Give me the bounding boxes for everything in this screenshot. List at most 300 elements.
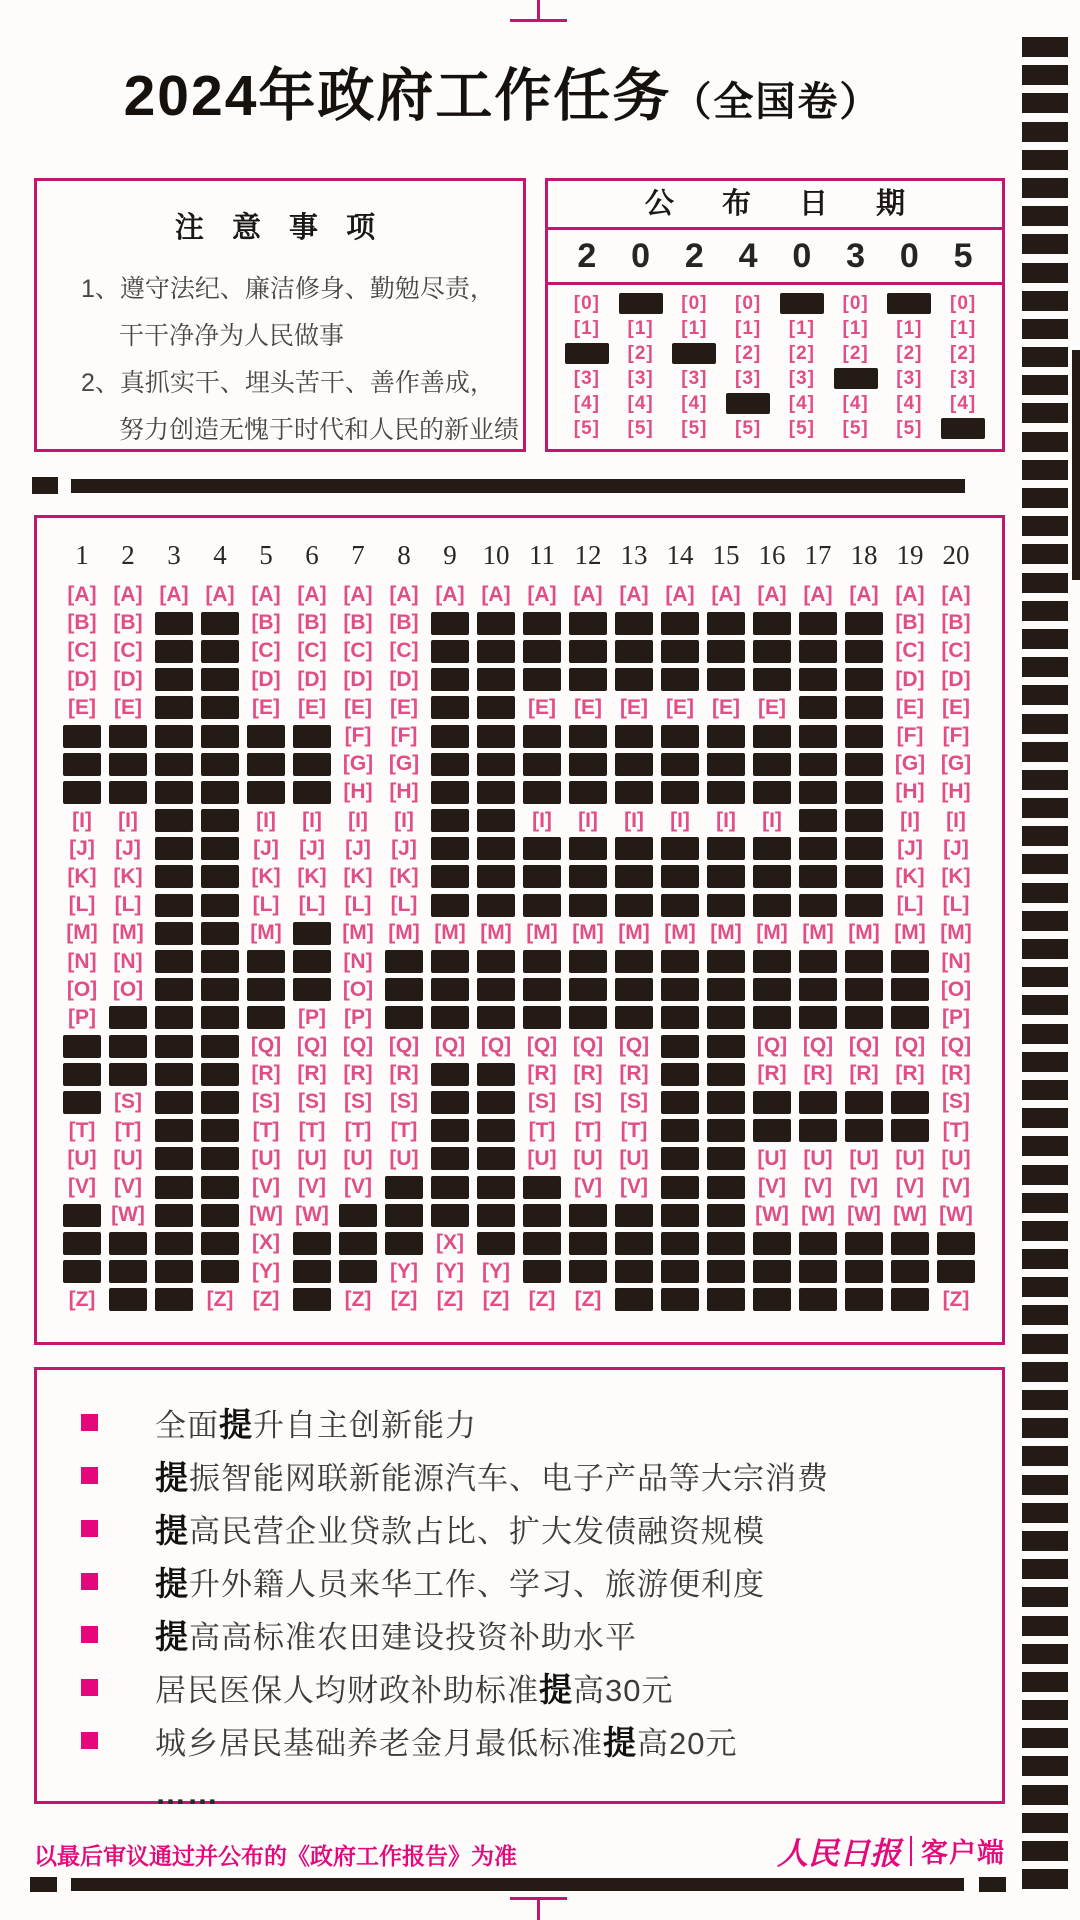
answer-cell bbox=[151, 1006, 197, 1029]
answer-cell bbox=[795, 1091, 841, 1114]
bubble-label: [C] bbox=[389, 639, 419, 663]
bubble-label: [N] bbox=[67, 949, 97, 973]
answer-cell bbox=[243, 1090, 289, 1114]
answer-cell bbox=[519, 1232, 565, 1255]
answer-cell bbox=[335, 1204, 381, 1227]
filled-mark bbox=[891, 1091, 929, 1114]
bubble-label: [R] bbox=[251, 1062, 281, 1086]
date-bubble: [4] bbox=[681, 392, 708, 414]
bubble-label: [Z] bbox=[482, 1287, 510, 1311]
filled-mark bbox=[523, 781, 561, 804]
answer-cell bbox=[381, 668, 427, 692]
answer-row-A bbox=[59, 581, 1002, 609]
filled-mark bbox=[63, 781, 101, 804]
bubble-label: [Y] bbox=[390, 1259, 418, 1283]
date-bubble: [2] bbox=[735, 342, 762, 364]
answer-cell bbox=[151, 1288, 197, 1311]
answer-cell bbox=[887, 1175, 933, 1199]
answer-cell bbox=[381, 893, 427, 917]
filled-mark bbox=[477, 640, 515, 663]
filled-mark bbox=[477, 1204, 515, 1227]
answer-cell bbox=[105, 1090, 151, 1114]
bubble-label: [Q] bbox=[342, 1034, 374, 1058]
answer-cell bbox=[887, 837, 933, 861]
answer-cell bbox=[749, 1091, 795, 1114]
answer-cell bbox=[841, 725, 887, 748]
bubble-label: [V] bbox=[298, 1175, 326, 1199]
filled-mark bbox=[707, 1091, 745, 1114]
peoples-daily-logo bbox=[777, 1828, 1005, 1873]
answer-cell bbox=[519, 1147, 565, 1171]
bubble-label: [W] bbox=[801, 1203, 835, 1227]
answer-cell bbox=[933, 611, 979, 635]
column-header: 18 bbox=[850, 540, 878, 570]
answer-cell bbox=[703, 837, 749, 860]
answer-cell bbox=[611, 1034, 657, 1058]
answer-cell bbox=[105, 1175, 151, 1199]
timing-mark bbox=[1022, 967, 1068, 987]
answer-cell bbox=[611, 1232, 657, 1255]
bubble-label: [A] bbox=[895, 583, 925, 607]
filled-mark bbox=[385, 950, 423, 973]
column-header: 20 bbox=[942, 540, 970, 570]
answer-cell bbox=[657, 1091, 703, 1114]
answer-cell bbox=[335, 1232, 381, 1255]
filled-mark bbox=[431, 1176, 469, 1199]
timing-mark bbox=[1022, 573, 1068, 593]
column-header: 5 bbox=[259, 540, 273, 570]
filled-mark bbox=[155, 894, 193, 917]
answer-cell bbox=[381, 865, 427, 889]
answer-cell bbox=[59, 809, 105, 833]
bubble-label: [Y] bbox=[436, 1259, 464, 1283]
filled-mark bbox=[569, 640, 607, 663]
bubble-label: [J] bbox=[115, 836, 141, 860]
date-bubble: [5] bbox=[735, 417, 762, 439]
answer-cell bbox=[427, 612, 473, 635]
filled-mark bbox=[247, 753, 285, 776]
column-header: 11 bbox=[529, 540, 555, 570]
bubble-label: [C] bbox=[343, 639, 373, 663]
answer-cell bbox=[887, 865, 933, 889]
filled-mark bbox=[155, 809, 193, 832]
bubble-label: [Q] bbox=[388, 1034, 420, 1058]
bubble-label: [T] bbox=[298, 1118, 326, 1142]
answer-cell bbox=[841, 781, 887, 804]
bubble-label: [N] bbox=[941, 949, 971, 973]
answer-cell bbox=[933, 865, 979, 889]
answer-cell bbox=[565, 668, 611, 691]
timing-mark bbox=[1022, 657, 1068, 677]
date-filled-mark bbox=[672, 343, 716, 364]
bubble-label: [E] bbox=[68, 695, 96, 719]
answer-cell bbox=[335, 1062, 381, 1086]
filled-mark bbox=[615, 612, 653, 635]
timing-mark bbox=[1022, 854, 1068, 874]
answer-cell bbox=[335, 583, 381, 607]
answer-cell bbox=[887, 639, 933, 663]
filled-mark bbox=[615, 1288, 653, 1311]
bubble-label: [Z] bbox=[436, 1287, 464, 1311]
task-bullet bbox=[81, 1414, 98, 1431]
filled-mark bbox=[707, 1232, 745, 1255]
answer-cell bbox=[703, 950, 749, 973]
answer-cell bbox=[289, 1034, 335, 1058]
bubble-label: [E] bbox=[574, 695, 602, 719]
answer-cell bbox=[335, 696, 381, 720]
answer-cell bbox=[749, 1260, 795, 1283]
answer-cell bbox=[243, 1119, 289, 1143]
timing-mark bbox=[1022, 1672, 1068, 1692]
footer-bar-right-square bbox=[979, 1877, 1006, 1892]
answer-cell bbox=[335, 950, 381, 974]
date-filled-mark bbox=[726, 393, 770, 414]
answer-grid-box bbox=[34, 515, 1005, 1345]
bubble-label: [I] bbox=[302, 808, 322, 832]
answer-cell bbox=[795, 781, 841, 804]
date-bubble: [1] bbox=[573, 317, 600, 339]
answer-cell bbox=[887, 1147, 933, 1171]
timing-mark bbox=[1022, 1587, 1068, 1607]
date-bubble: [3] bbox=[896, 367, 923, 389]
answer-cell bbox=[427, 696, 473, 719]
answer-cell bbox=[519, 1006, 565, 1029]
answer-cell bbox=[933, 921, 979, 945]
answer-cell bbox=[703, 1147, 749, 1170]
bubble-label: [A] bbox=[343, 583, 373, 607]
answer-cell bbox=[473, 894, 519, 917]
task-bullet bbox=[81, 1573, 98, 1590]
answer-cell bbox=[611, 612, 657, 635]
answer-cell bbox=[841, 1260, 887, 1283]
filled-mark bbox=[155, 696, 193, 719]
bubble-label: [M] bbox=[572, 921, 604, 945]
bubble-label: [K] bbox=[941, 864, 971, 888]
bubble-label: [A] bbox=[481, 583, 511, 607]
answer-cell bbox=[197, 837, 243, 860]
column-header: 12 bbox=[574, 540, 602, 570]
answer-cell bbox=[151, 1204, 197, 1227]
filled-mark bbox=[615, 1204, 653, 1227]
bubble-label: [M] bbox=[342, 921, 374, 945]
answer-cell bbox=[887, 1288, 933, 1311]
bubble-label: [J] bbox=[253, 836, 279, 860]
timing-mark bbox=[1022, 1559, 1068, 1579]
bubble-label: [Z] bbox=[942, 1287, 970, 1311]
answer-cell bbox=[427, 1288, 473, 1312]
timing-mark bbox=[1022, 1644, 1068, 1664]
answer-cell bbox=[795, 1119, 841, 1142]
logo-client-text: 客户端 bbox=[921, 1838, 1005, 1868]
answer-cell bbox=[151, 640, 197, 663]
answer-cell bbox=[381, 1260, 427, 1284]
bubble-label: [W] bbox=[111, 1203, 145, 1227]
timing-mark bbox=[1022, 1616, 1068, 1636]
filled-mark bbox=[845, 668, 883, 691]
answer-cell bbox=[197, 978, 243, 1001]
answer-cell bbox=[933, 668, 979, 692]
answer-cell bbox=[565, 612, 611, 635]
filled-mark bbox=[569, 1204, 607, 1227]
bubble-label: [E] bbox=[942, 695, 970, 719]
filled-mark bbox=[707, 950, 745, 973]
filled-mark bbox=[799, 640, 837, 663]
answer-cell bbox=[703, 809, 749, 833]
filled-mark bbox=[155, 1232, 193, 1255]
filled-mark bbox=[431, 1204, 469, 1227]
answer-cell bbox=[887, 780, 933, 804]
answer-cell bbox=[887, 1091, 933, 1114]
answer-cell bbox=[703, 1119, 749, 1142]
answer-cell bbox=[197, 1288, 243, 1312]
filled-mark bbox=[431, 809, 469, 832]
answer-cell bbox=[289, 696, 335, 720]
filled-mark bbox=[201, 837, 239, 860]
filled-mark bbox=[63, 1063, 101, 1086]
bubble-label: [Z] bbox=[390, 1287, 418, 1311]
filled-mark bbox=[201, 1260, 239, 1283]
filled-mark bbox=[293, 1232, 331, 1255]
answer-cell bbox=[473, 640, 519, 663]
bubble-label: [B] bbox=[67, 611, 97, 635]
answer-cell bbox=[795, 1006, 841, 1029]
bubble-label: [Z] bbox=[528, 1287, 556, 1311]
filled-mark bbox=[155, 1288, 193, 1311]
filled-mark bbox=[845, 1091, 883, 1114]
bubble-label: [R] bbox=[803, 1062, 833, 1086]
answer-cell bbox=[519, 1260, 565, 1283]
answer-cell bbox=[933, 1232, 979, 1255]
filled-mark bbox=[63, 1091, 101, 1114]
answer-cell bbox=[657, 865, 703, 888]
answer-cell bbox=[611, 1006, 657, 1029]
date-bubble: [3] bbox=[627, 367, 654, 389]
answer-cell bbox=[105, 1006, 151, 1029]
filled-mark bbox=[707, 1063, 745, 1086]
filled-mark bbox=[201, 781, 239, 804]
answer-cell bbox=[59, 950, 105, 974]
bubble-label: [A] bbox=[941, 583, 971, 607]
page-title bbox=[0, 50, 1005, 148]
answer-cell bbox=[519, 950, 565, 973]
bubble-label: [J] bbox=[69, 836, 95, 860]
answer-cell bbox=[933, 978, 979, 1002]
filled-mark bbox=[615, 978, 653, 1001]
answer-cell bbox=[795, 725, 841, 748]
filled-mark bbox=[477, 950, 515, 973]
filled-mark bbox=[293, 922, 331, 945]
timing-mark bbox=[1022, 1249, 1068, 1269]
bubble-label: [B] bbox=[343, 611, 373, 635]
answer-cell bbox=[381, 950, 427, 973]
answer-cell bbox=[427, 725, 473, 748]
answer-cell bbox=[749, 837, 795, 860]
answer-cell bbox=[473, 725, 519, 748]
answer-cell bbox=[105, 611, 151, 635]
filled-mark bbox=[477, 781, 515, 804]
filled-mark bbox=[937, 1232, 975, 1255]
answer-cell bbox=[749, 725, 795, 748]
date-bubble: [1] bbox=[896, 317, 923, 339]
answer-cell bbox=[933, 893, 979, 917]
answer-cell bbox=[933, 1288, 979, 1312]
answer-cell bbox=[657, 1063, 703, 1086]
answer-cell bbox=[335, 1175, 381, 1199]
bubble-label: [M] bbox=[894, 921, 926, 945]
answer-cell bbox=[289, 753, 335, 776]
filled-mark bbox=[109, 1260, 147, 1283]
answer-cell bbox=[289, 865, 335, 889]
bubble-label: [E] bbox=[528, 695, 556, 719]
filled-mark bbox=[799, 1119, 837, 1142]
answer-cell bbox=[473, 612, 519, 635]
filled-mark bbox=[799, 894, 837, 917]
answer-cell bbox=[243, 781, 289, 804]
date-filled-mark bbox=[887, 293, 931, 314]
answer-cell bbox=[933, 696, 979, 720]
answer-cell bbox=[795, 612, 841, 635]
bubble-label: [I] bbox=[532, 808, 552, 832]
filled-mark bbox=[109, 1006, 147, 1029]
bubble-label: [M] bbox=[710, 921, 742, 945]
answer-cell bbox=[841, 978, 887, 1001]
answer-cell bbox=[841, 1232, 887, 1255]
task-bold-char: 提 bbox=[539, 1671, 573, 1708]
timing-mark bbox=[1022, 1193, 1068, 1213]
date-digit: 0 bbox=[792, 236, 812, 275]
bubble-label: [A] bbox=[435, 583, 465, 607]
answer-cell bbox=[657, 894, 703, 917]
filled-mark bbox=[201, 950, 239, 973]
answer-cell bbox=[657, 1232, 703, 1255]
filled-mark bbox=[615, 640, 653, 663]
answer-cell bbox=[565, 894, 611, 917]
bubble-label: [A] bbox=[205, 583, 235, 607]
filled-mark bbox=[293, 1260, 331, 1283]
date-bubble: [5] bbox=[842, 417, 869, 439]
answer-cell bbox=[335, 865, 381, 889]
filled-mark bbox=[431, 950, 469, 973]
bubble-label: [O] bbox=[940, 977, 972, 1001]
filled-mark bbox=[661, 781, 699, 804]
answer-cell bbox=[381, 1090, 427, 1114]
answer-cell bbox=[289, 611, 335, 635]
filled-mark bbox=[799, 1091, 837, 1114]
filled-mark bbox=[799, 1006, 837, 1029]
filled-mark bbox=[753, 612, 791, 635]
bubble-label: [Q] bbox=[526, 1034, 558, 1058]
timing-mark bbox=[1022, 206, 1068, 226]
answer-cell bbox=[703, 1035, 749, 1058]
answer-cell bbox=[289, 950, 335, 973]
answer-cell bbox=[519, 1090, 565, 1114]
filled-mark bbox=[707, 1288, 745, 1311]
answer-cell bbox=[887, 893, 933, 917]
filled-mark bbox=[707, 668, 745, 691]
answer-cell bbox=[657, 1035, 703, 1058]
answer-cell bbox=[243, 668, 289, 692]
filled-mark bbox=[201, 1147, 239, 1170]
answer-cell bbox=[289, 1006, 335, 1030]
filled-mark bbox=[753, 753, 791, 776]
answer-cell bbox=[703, 1091, 749, 1114]
answer-cell bbox=[427, 1006, 473, 1029]
filled-mark bbox=[339, 1260, 377, 1283]
answer-cell bbox=[151, 978, 197, 1001]
answer-cell bbox=[427, 583, 473, 607]
filled-mark bbox=[661, 950, 699, 973]
bubble-label: [I] bbox=[670, 808, 690, 832]
bubble-label: [D] bbox=[297, 667, 327, 691]
answer-cell bbox=[565, 1119, 611, 1143]
answer-cell bbox=[611, 1090, 657, 1114]
bubble-label: [M] bbox=[756, 921, 788, 945]
answer-cell bbox=[933, 639, 979, 663]
answer-cell bbox=[565, 1260, 611, 1283]
bubble-label: [A] bbox=[297, 583, 327, 607]
answer-row-X bbox=[59, 1229, 1002, 1257]
bubble-label: [T] bbox=[942, 1118, 970, 1142]
answer-cell bbox=[749, 696, 795, 720]
answer-cell bbox=[381, 583, 427, 607]
filled-mark bbox=[385, 1232, 423, 1255]
filled-mark bbox=[523, 668, 561, 691]
answer-cell bbox=[841, 837, 887, 860]
answer-cell bbox=[795, 1147, 841, 1171]
filled-mark bbox=[247, 1006, 285, 1029]
answer-cell bbox=[59, 1119, 105, 1143]
answer-cell bbox=[657, 1176, 703, 1199]
answer-cell bbox=[703, 865, 749, 888]
answer-cell bbox=[473, 950, 519, 973]
answer-cell bbox=[749, 640, 795, 663]
page-title-paren: （全国卷） bbox=[671, 80, 882, 124]
answer-cell bbox=[703, 725, 749, 748]
answer-cell bbox=[565, 753, 611, 776]
task-item bbox=[81, 1555, 1002, 1608]
answer-cell bbox=[243, 865, 289, 889]
filled-mark bbox=[845, 894, 883, 917]
filled-mark bbox=[155, 1035, 193, 1058]
filled-mark bbox=[661, 1119, 699, 1142]
filled-mark bbox=[293, 1288, 331, 1311]
answer-cell bbox=[59, 753, 105, 776]
filled-mark bbox=[753, 668, 791, 691]
answer-cell bbox=[381, 1006, 427, 1029]
date-bubble: [4] bbox=[842, 392, 869, 414]
bubble-label: [B] bbox=[297, 611, 327, 635]
answer-row-F bbox=[59, 722, 1002, 750]
column-header: 15 bbox=[712, 540, 740, 570]
filled-mark bbox=[155, 1176, 193, 1199]
filled-mark bbox=[845, 1232, 883, 1255]
answer-cell bbox=[473, 1091, 519, 1114]
bubble-label: [Q] bbox=[572, 1034, 604, 1058]
filled-mark bbox=[707, 1119, 745, 1142]
timing-mark bbox=[1022, 1277, 1068, 1297]
answer-cell bbox=[749, 978, 795, 1001]
answer-cell bbox=[243, 893, 289, 917]
filled-mark bbox=[799, 696, 837, 719]
bubble-label: [Z] bbox=[574, 1287, 602, 1311]
bubble-label: [H] bbox=[343, 780, 373, 804]
answer-cell bbox=[887, 978, 933, 1001]
answer-cell bbox=[703, 612, 749, 635]
answer-cell bbox=[289, 809, 335, 833]
bubble-label: [T] bbox=[252, 1118, 280, 1142]
bubble-label: [Y] bbox=[252, 1259, 280, 1283]
bubble-label: [J] bbox=[391, 836, 417, 860]
